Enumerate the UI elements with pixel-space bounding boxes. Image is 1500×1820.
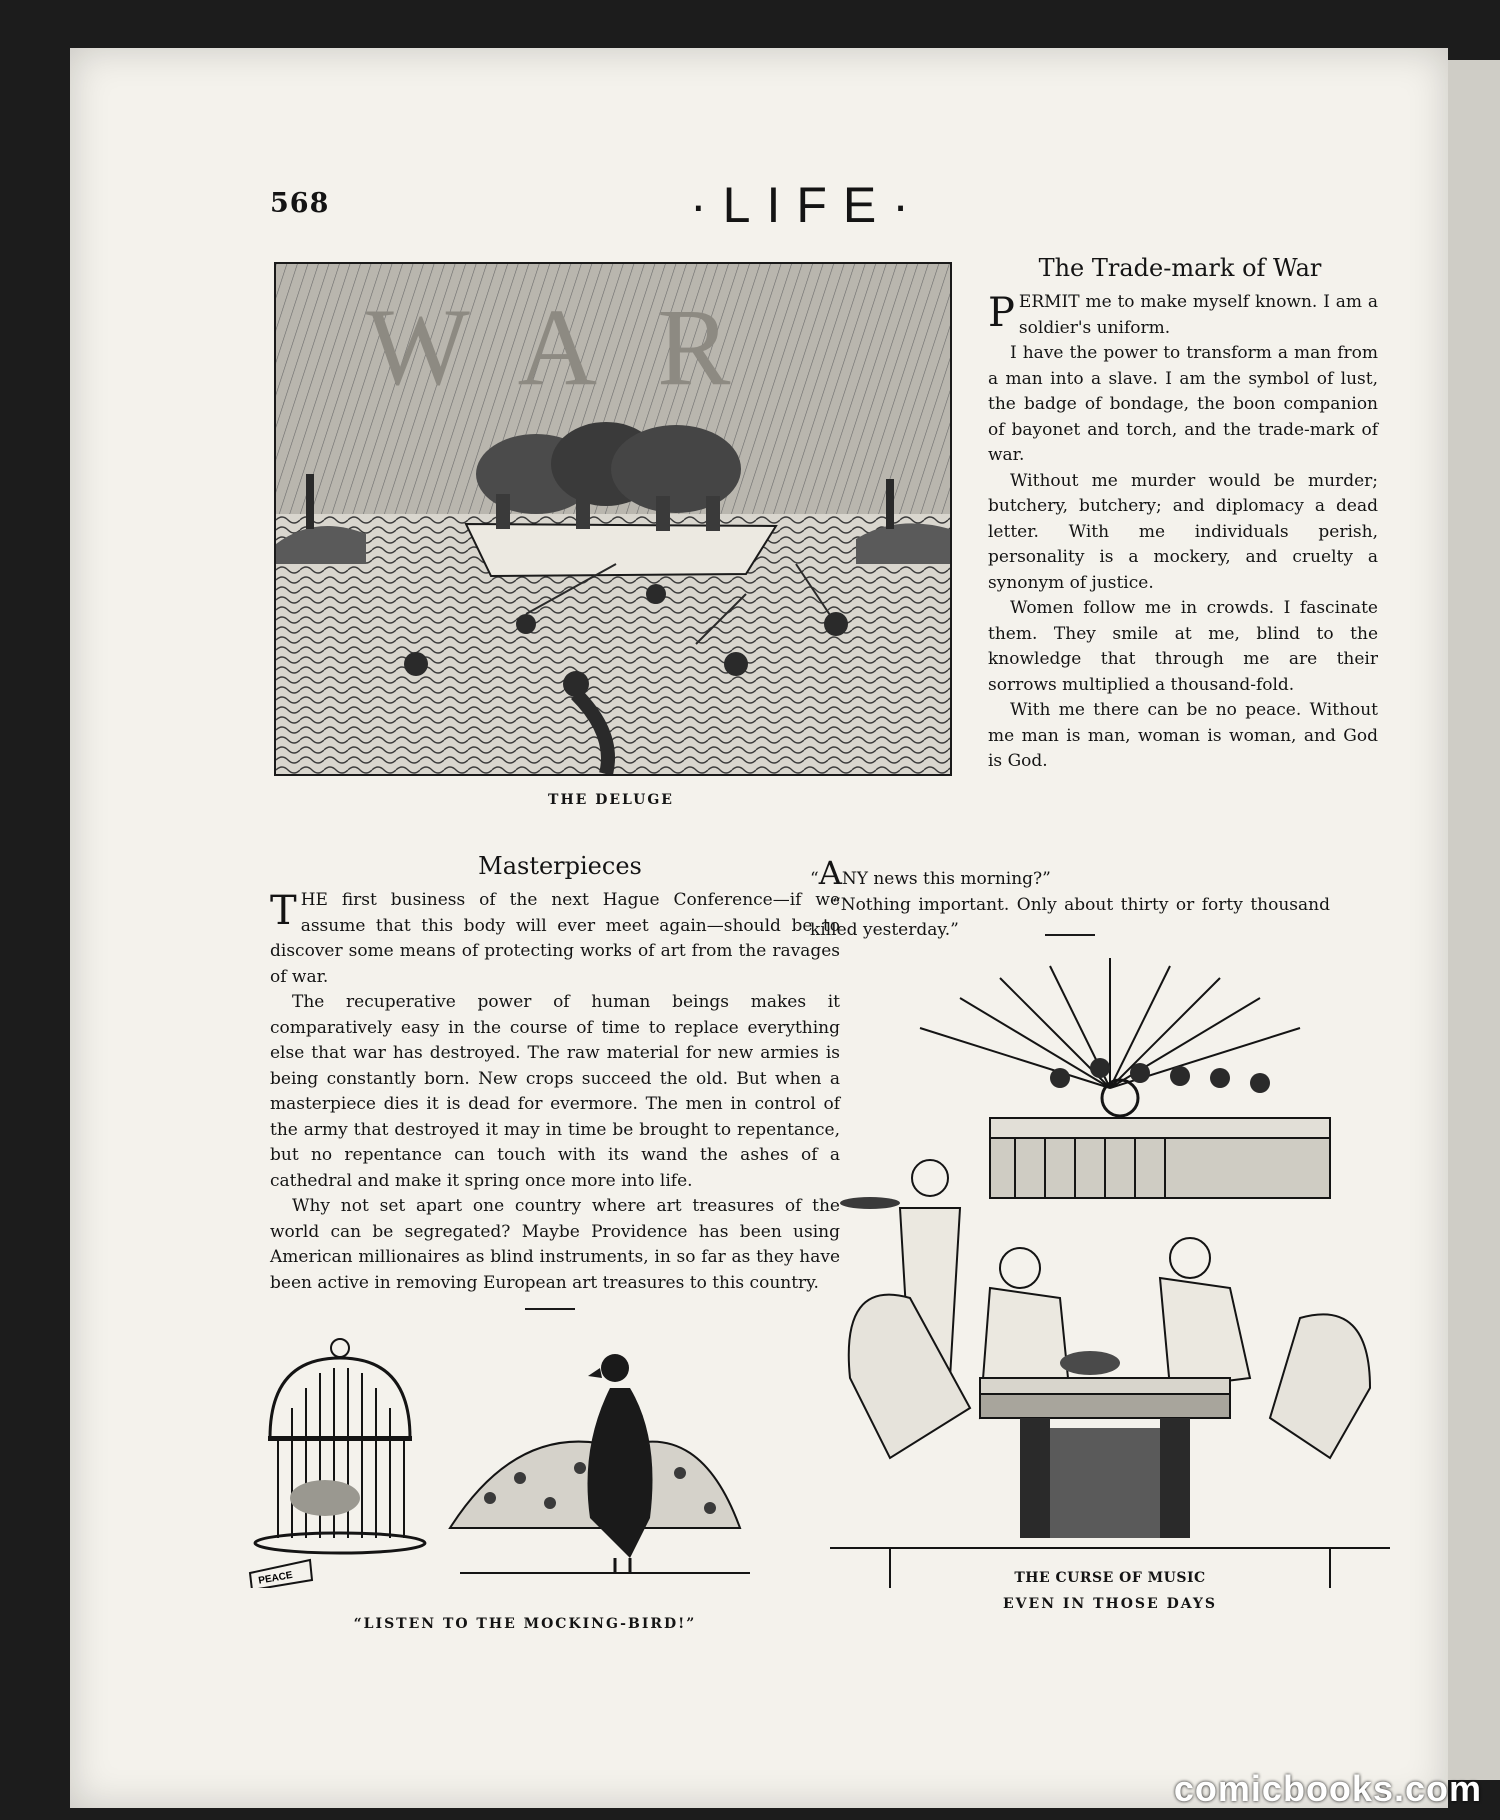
site-watermark: comicbooks.com xyxy=(1173,1768,1482,1809)
masterpieces-body xyxy=(270,888,840,1296)
trademark-paragraph-5: With me there can be no peace. Without me man is man, woman is woman, and God is God. xyxy=(988,700,1378,771)
masthead-title: ·LIFE· xyxy=(690,177,925,233)
news-quip xyxy=(810,856,1330,944)
page-number: 568 xyxy=(270,188,330,219)
mocking-bird-drawing xyxy=(220,1328,830,1588)
deluge-illustration xyxy=(274,262,952,776)
deluge-caption: THE DELUGE xyxy=(548,792,674,808)
trademark-title: The Trade-mark of War xyxy=(1038,254,1322,282)
peace-banner-label: PEACE xyxy=(257,1569,294,1587)
trademark-paragraph-4: Women follow me in crowds. I fascinate them. They smile at me, blind to the knowledge that through me are their sorrows multiplied a thousand-fold. xyxy=(988,598,1378,695)
trademark-drop-cap: P xyxy=(988,290,1015,336)
masterpieces-end-rule xyxy=(525,1308,575,1310)
curse-caption-line-1: THE CURSE OF MUSIC xyxy=(1014,1570,1206,1586)
masterpieces-title: Masterpieces xyxy=(478,852,642,880)
masterpieces-drop-cap: T xyxy=(270,888,297,934)
mocking-bird-caption: “LISTEN TO THE MOCKING-BIRD!” xyxy=(353,1616,697,1632)
masterpieces-paragraph-2: The recuperative power of human beings makes it comparatively easy in the course of time to replace everything else that war has destroyed. The raw material for new armies is being constantly born. New crops succeed the old. But when a masterpiece dies it is dead for evermore. The men in control of the army that destroyed it may in time be brought to repentance, but no repentance can touch with its wand the ashes of a cathedral and make it spring once more into life. xyxy=(270,992,840,1191)
curse-caption-line-2: EVEN IN THOSE DAYS xyxy=(1002,1596,1217,1612)
trademark-paragraph-1: PERMIT me to make myself known. I am a soldier's uniform. xyxy=(988,290,1378,338)
news-quip-end-rule xyxy=(1045,934,1095,936)
trademark-paragraph-3: Without me murder would be murder; butchery, butchery; and diplomacy a dead letter. With me individuals perish, personality is a mockery, and cruelty a synonym of justice. xyxy=(988,470,1378,593)
masterpieces-paragraph-1: THE first business of the next Hague Conference—if we assume that this body will ever meet again—should be to discover some means of protecting works of art from the ravages of war. xyxy=(270,888,840,987)
news-quip-drop-cap: A xyxy=(818,854,842,892)
mocking-bird-illustration xyxy=(220,1328,830,1588)
deluge-drawing xyxy=(276,264,950,774)
masterpieces-paragraph-3: Why not set apart one country where art treasures of the world can be segregated? Maybe Providence has been using American millionaires as blind instruments, in so far as they have been active in removing European art treasures to this country. xyxy=(270,1196,840,1293)
news-quip-answer: “Nothing important. Only about thirty or forty thousand killed yesterday.” xyxy=(810,894,1330,940)
magazine-page xyxy=(70,48,1448,1808)
trademark-body xyxy=(988,290,1378,775)
sky-lettering: WAR xyxy=(366,286,791,408)
curse-of-music-drawing xyxy=(830,958,1390,1588)
curse-of-music-illustration xyxy=(830,958,1390,1588)
trademark-paragraph-2: I have the power to transform a man from a man into a slave. I am the symbol of lust, the badge of bondage, the boon companion of bayonet and torch, and the trade-mark of war. xyxy=(988,343,1378,465)
news-quip-question: “ANY news this morning?” xyxy=(810,854,1051,892)
